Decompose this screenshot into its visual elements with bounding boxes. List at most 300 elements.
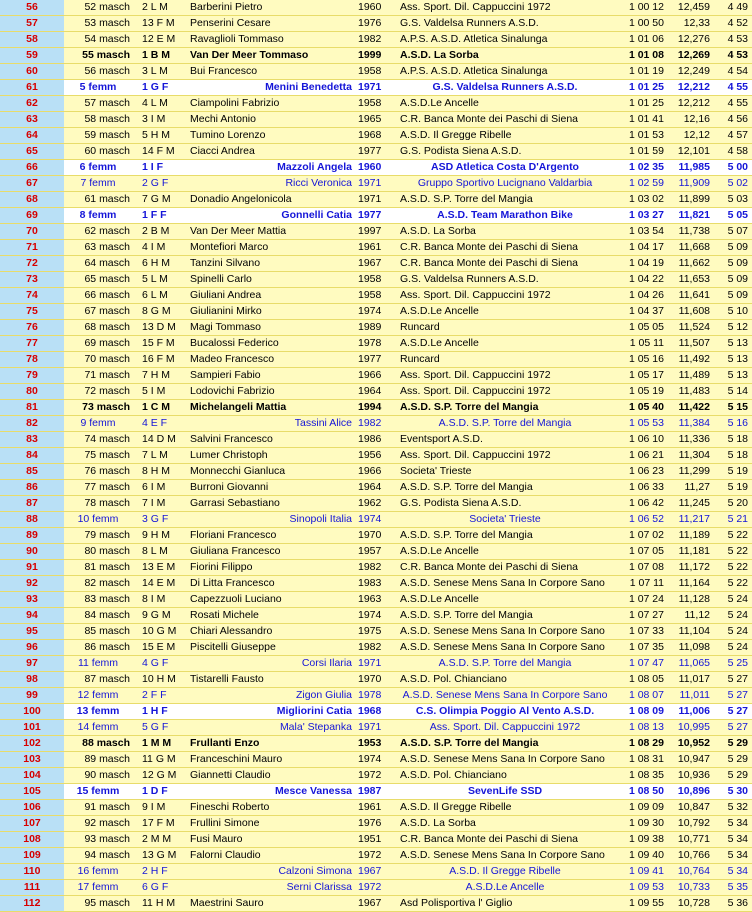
finish-time: 1 07 08 <box>612 560 670 576</box>
finish-time: 1 09 09 <box>612 800 670 816</box>
finish-time: 1 01 06 <box>612 32 670 48</box>
table-row <box>0 432 752 448</box>
athlete-name: Calzoni Simona <box>186 864 356 880</box>
athlete-name: Frullini Simone <box>186 816 356 832</box>
athlete-name: Van Der Meer Mattia <box>186 224 356 240</box>
finish-time: 1 07 05 <box>612 544 670 560</box>
pace-per-km: 5 24 <box>712 608 752 624</box>
overall-position: 92 <box>0 576 64 592</box>
table-row <box>0 656 752 672</box>
age-group: 8 I M <box>136 592 186 608</box>
age-group: 1 H F <box>136 704 186 720</box>
category-position: 62 masch <box>64 224 136 240</box>
birth-year: 1958 <box>356 64 394 80</box>
pace-per-km: 5 24 <box>712 640 752 656</box>
average-speed: 11,524 <box>670 320 712 336</box>
table-row <box>0 704 752 720</box>
club-name: G.S. Valdelsa Runners A.S.D. <box>394 16 612 32</box>
pace-per-km: 5 27 <box>712 688 752 704</box>
age-group: 6 H M <box>136 256 186 272</box>
overall-position: 93 <box>0 592 64 608</box>
club-name: Ass. Sport. Dil. Cappuccini 1972 <box>394 720 612 736</box>
athlete-name: Donadio Angelonicola <box>186 192 356 208</box>
athlete-name: Mesce Vanessa <box>186 784 356 800</box>
overall-position: 77 <box>0 336 64 352</box>
athlete-name: Garrasi Sebastiano <box>186 496 356 512</box>
average-speed: 12,212 <box>670 96 712 112</box>
athlete-name: Giuliana Francesco <box>186 544 356 560</box>
average-speed: 11,608 <box>670 304 712 320</box>
age-group: 12 E M <box>136 32 186 48</box>
table-row <box>0 0 752 16</box>
birth-year: 1971 <box>356 656 394 672</box>
athlete-name: Migliorini Catia <box>186 704 356 720</box>
overall-position: 91 <box>0 560 64 576</box>
category-position: 55 masch <box>64 48 136 64</box>
club-name: A.S.D. S.P. Torre del Mangia <box>394 736 612 752</box>
category-position: 54 masch <box>64 32 136 48</box>
athlete-name: Mazzoli Angela <box>186 160 356 176</box>
age-group: 8 L M <box>136 544 186 560</box>
pace-per-km: 5 18 <box>712 432 752 448</box>
age-group: 4 L M <box>136 96 186 112</box>
birth-year: 1982 <box>356 640 394 656</box>
overall-position: 86 <box>0 480 64 496</box>
finish-time: 1 08 35 <box>612 768 670 784</box>
athlete-name: Burroni Giovanni <box>186 480 356 496</box>
table-row <box>0 48 752 64</box>
overall-position: 69 <box>0 208 64 224</box>
table-row <box>0 672 752 688</box>
average-speed: 11,164 <box>670 576 712 592</box>
athlete-name: Barberini Pietro <box>186 0 356 16</box>
overall-position: 68 <box>0 192 64 208</box>
athlete-name: Bui Francesco <box>186 64 356 80</box>
category-position: 16 femm <box>64 864 136 880</box>
category-position: 79 masch <box>64 528 136 544</box>
athlete-name: Ciacci Andrea <box>186 144 356 160</box>
birth-year: 1967 <box>356 864 394 880</box>
pace-per-km: 5 09 <box>712 272 752 288</box>
pace-per-km: 5 05 <box>712 208 752 224</box>
birth-year: 1961 <box>356 240 394 256</box>
table-row <box>0 128 752 144</box>
average-speed: 11,189 <box>670 528 712 544</box>
club-name: A.S.D. S.P. Torre del Mangia <box>394 192 612 208</box>
athlete-name: Serni Clarissa <box>186 880 356 896</box>
pace-per-km: 5 03 <box>712 192 752 208</box>
table-row <box>0 400 752 416</box>
table-row <box>0 352 752 368</box>
category-position: 7 femm <box>64 176 136 192</box>
club-name: A.S.D. Senese Mens Sana In Corpore Sano <box>394 640 612 656</box>
birth-year: 1977 <box>356 144 394 160</box>
pace-per-km: 5 22 <box>712 576 752 592</box>
birth-year: 1971 <box>356 192 394 208</box>
finish-time: 1 05 53 <box>612 416 670 432</box>
pace-per-km: 4 53 <box>712 48 752 64</box>
club-name: A.S.D. Team Marathon Bike <box>394 208 612 224</box>
average-speed: 11,384 <box>670 416 712 432</box>
age-group: 7 I M <box>136 496 186 512</box>
overall-position: 104 <box>0 768 64 784</box>
birth-year: 1953 <box>356 736 394 752</box>
birth-year: 1961 <box>356 800 394 816</box>
finish-time: 1 00 50 <box>612 16 670 32</box>
table-row <box>0 480 752 496</box>
birth-year: 1951 <box>356 832 394 848</box>
average-speed: 11,507 <box>670 336 712 352</box>
birth-year: 1960 <box>356 160 394 176</box>
table-row <box>0 688 752 704</box>
age-group: 15 F M <box>136 336 186 352</box>
athlete-name: Corsi Ilaria <box>186 656 356 672</box>
athlete-name: Giuliani Andrea <box>186 288 356 304</box>
finish-time: 1 04 37 <box>612 304 670 320</box>
birth-year: 1978 <box>356 336 394 352</box>
table-row <box>0 288 752 304</box>
pace-per-km: 5 09 <box>712 240 752 256</box>
average-speed: 11,181 <box>670 544 712 560</box>
age-group: 5 I M <box>136 384 186 400</box>
overall-position: 94 <box>0 608 64 624</box>
athlete-name: Rosati Michele <box>186 608 356 624</box>
athlete-name: Menini Benedetta <box>186 80 356 96</box>
athlete-name: Bucalossi Federico <box>186 336 356 352</box>
category-position: 70 masch <box>64 352 136 368</box>
birth-year: 1972 <box>356 848 394 864</box>
table-row <box>0 240 752 256</box>
category-position: 84 masch <box>64 608 136 624</box>
category-position: 91 masch <box>64 800 136 816</box>
athlete-name: Penserini Cesare <box>186 16 356 32</box>
age-group: 9 H M <box>136 528 186 544</box>
age-group: 3 G F <box>136 512 186 528</box>
pace-per-km: 5 19 <box>712 480 752 496</box>
table-row <box>0 576 752 592</box>
overall-position: 63 <box>0 112 64 128</box>
table-row <box>0 256 752 272</box>
category-position: 86 masch <box>64 640 136 656</box>
average-speed: 11,27 <box>670 480 712 496</box>
birth-year: 1974 <box>356 752 394 768</box>
category-position: 76 masch <box>64 464 136 480</box>
overall-position: 60 <box>0 64 64 80</box>
category-position: 83 masch <box>64 592 136 608</box>
category-position: 94 masch <box>64 848 136 864</box>
birth-year: 1976 <box>356 16 394 32</box>
club-name: A.P.S. A.S.D. Atletica Sinalunga <box>394 64 612 80</box>
finish-time: 1 02 35 <box>612 160 670 176</box>
athlete-name: Tistarelli Fausto <box>186 672 356 688</box>
athlete-name: Michelangeli Mattia <box>186 400 356 416</box>
average-speed: 11,738 <box>670 224 712 240</box>
finish-time: 1 03 54 <box>612 224 670 240</box>
table-row <box>0 112 752 128</box>
athlete-name: Zigon Giulia <box>186 688 356 704</box>
age-group: 14 F M <box>136 144 186 160</box>
pace-per-km: 5 32 <box>712 800 752 816</box>
average-speed: 11,662 <box>670 256 712 272</box>
age-group: 11 G M <box>136 752 186 768</box>
club-name: A.P.S. A.S.D. Atletica Sinalunga <box>394 32 612 48</box>
pace-per-km: 4 56 <box>712 112 752 128</box>
category-position: 5 femm <box>64 80 136 96</box>
athlete-name: Franceschini Mauro <box>186 752 356 768</box>
overall-position: 98 <box>0 672 64 688</box>
table-row <box>0 608 752 624</box>
category-position: 17 femm <box>64 880 136 896</box>
age-group: 14 E M <box>136 576 186 592</box>
athlete-name: Salvini Francesco <box>186 432 356 448</box>
birth-year: 1965 <box>356 112 394 128</box>
table-row <box>0 544 752 560</box>
club-name: C.R. Banca Monte dei Paschi di Siena <box>394 256 612 272</box>
category-position: 57 masch <box>64 96 136 112</box>
athlete-name: Lodovichi Fabrizio <box>186 384 356 400</box>
average-speed: 10,771 <box>670 832 712 848</box>
table-row <box>0 496 752 512</box>
finish-time: 1 01 53 <box>612 128 670 144</box>
athlete-name: Magi Tommaso <box>186 320 356 336</box>
finish-time: 1 01 08 <box>612 48 670 64</box>
club-name: A.S.D.Le Ancelle <box>394 592 612 608</box>
overall-position: 97 <box>0 656 64 672</box>
age-group: 2 G F <box>136 176 186 192</box>
category-position: 59 masch <box>64 128 136 144</box>
athlete-name: Mala' Stepanka <box>186 720 356 736</box>
finish-time: 1 07 35 <box>612 640 670 656</box>
birth-year: 1958 <box>356 272 394 288</box>
athlete-name: Gonnelli Catia <box>186 208 356 224</box>
average-speed: 11,217 <box>670 512 712 528</box>
birth-year: 1975 <box>356 624 394 640</box>
category-position: 82 masch <box>64 576 136 592</box>
finish-time: 1 06 52 <box>612 512 670 528</box>
overall-position: 78 <box>0 352 64 368</box>
age-group: 5 H M <box>136 128 186 144</box>
age-group: 1 I F <box>136 160 186 176</box>
birth-year: 1957 <box>356 544 394 560</box>
overall-position: 71 <box>0 240 64 256</box>
age-group: 13 F M <box>136 16 186 32</box>
club-name: A.S.D. S.P. Torre del Mangia <box>394 608 612 624</box>
pace-per-km: 4 53 <box>712 32 752 48</box>
finish-time: 1 07 27 <box>612 608 670 624</box>
table-row <box>0 192 752 208</box>
finish-time: 1 01 59 <box>612 144 670 160</box>
athlete-name: Madeo Francesco <box>186 352 356 368</box>
category-position: 63 masch <box>64 240 136 256</box>
club-name: Runcard <box>394 352 612 368</box>
pace-per-km: 5 00 <box>712 160 752 176</box>
club-name: C.R. Banca Monte dei Paschi di Siena <box>394 112 612 128</box>
table-row <box>0 80 752 96</box>
pace-per-km: 5 34 <box>712 832 752 848</box>
category-position: 77 masch <box>64 480 136 496</box>
birth-year: 1960 <box>356 0 394 16</box>
finish-time: 1 03 27 <box>612 208 670 224</box>
table-row <box>0 752 752 768</box>
pace-per-km: 5 22 <box>712 544 752 560</box>
average-speed: 12,16 <box>670 112 712 128</box>
pace-per-km: 4 55 <box>712 80 752 96</box>
club-name: Societa' Trieste <box>394 464 612 480</box>
overall-position: 58 <box>0 32 64 48</box>
club-name: A.S.D. Senese Mens Sana In Corpore Sano <box>394 752 612 768</box>
pace-per-km: 4 57 <box>712 128 752 144</box>
pace-per-km: 4 58 <box>712 144 752 160</box>
pace-per-km: 5 13 <box>712 352 752 368</box>
overall-position: 85 <box>0 464 64 480</box>
pace-per-km: 5 25 <box>712 656 752 672</box>
club-name: C.R. Banca Monte dei Paschi di Siena <box>394 560 612 576</box>
pace-per-km: 5 27 <box>712 672 752 688</box>
age-group: 3 I M <box>136 112 186 128</box>
average-speed: 11,304 <box>670 448 712 464</box>
age-group: 1 D F <box>136 784 186 800</box>
finish-time: 1 05 19 <box>612 384 670 400</box>
overall-position: 64 <box>0 128 64 144</box>
athlete-name: Di Litta Francesco <box>186 576 356 592</box>
athlete-name: Monnecchi Gianluca <box>186 464 356 480</box>
table-row <box>0 784 752 800</box>
finish-time: 1 03 02 <box>612 192 670 208</box>
birth-year: 1976 <box>356 816 394 832</box>
club-name: A.S.D.Le Ancelle <box>394 544 612 560</box>
athlete-name: Tassini Alice <box>186 416 356 432</box>
athlete-name: Giulianini Mirko <box>186 304 356 320</box>
finish-time: 1 09 41 <box>612 864 670 880</box>
average-speed: 11,492 <box>670 352 712 368</box>
category-position: 14 femm <box>64 720 136 736</box>
average-speed: 10,764 <box>670 864 712 880</box>
athlete-name: Tumino Lorenzo <box>186 128 356 144</box>
club-name: A.S.D. Pol. Chianciano <box>394 768 612 784</box>
average-speed: 11,12 <box>670 608 712 624</box>
average-speed: 10,847 <box>670 800 712 816</box>
overall-position: 96 <box>0 640 64 656</box>
age-group: 5 G F <box>136 720 186 736</box>
category-position: 56 masch <box>64 64 136 80</box>
finish-time: 1 09 30 <box>612 816 670 832</box>
pace-per-km: 5 09 <box>712 256 752 272</box>
pace-per-km: 4 55 <box>712 96 752 112</box>
age-group: 7 G M <box>136 192 186 208</box>
average-speed: 11,011 <box>670 688 712 704</box>
table-row <box>0 144 752 160</box>
average-speed: 11,299 <box>670 464 712 480</box>
category-position: 11 femm <box>64 656 136 672</box>
pace-per-km: 5 29 <box>712 736 752 752</box>
age-group: 1 B M <box>136 48 186 64</box>
athlete-name: Ciampolini Fabrizio <box>186 96 356 112</box>
club-name: Runcard <box>394 320 612 336</box>
table-row <box>0 528 752 544</box>
average-speed: 10,947 <box>670 752 712 768</box>
age-group: 5 L M <box>136 272 186 288</box>
table-row <box>0 384 752 400</box>
club-name: A.S.D.Le Ancelle <box>394 304 612 320</box>
age-group: 3 L M <box>136 64 186 80</box>
finish-time: 1 00 12 <box>612 0 670 16</box>
club-name: Ass. Sport. Dil. Cappuccini 1972 <box>394 368 612 384</box>
category-position: 53 masch <box>64 16 136 32</box>
pace-per-km: 5 19 <box>712 464 752 480</box>
athlete-name: Sampieri Fabio <box>186 368 356 384</box>
club-name: Eventsport A.S.D. <box>394 432 612 448</box>
birth-year: 1982 <box>356 32 394 48</box>
birth-year: 1977 <box>356 352 394 368</box>
table-row <box>0 880 752 896</box>
club-name: A.S.D. Il Gregge Ribelle <box>394 128 612 144</box>
finish-time: 1 04 22 <box>612 272 670 288</box>
average-speed: 11,006 <box>670 704 712 720</box>
overall-position: 102 <box>0 736 64 752</box>
club-name: A.S.D. Senese Mens Sana In Corpore Sano <box>394 688 612 704</box>
birth-year: 1974 <box>356 512 394 528</box>
club-name: Asd Polisportiva l' Giglio <box>394 896 612 912</box>
athlete-name: Falorni Claudio <box>186 848 356 864</box>
table-row <box>0 224 752 240</box>
club-name: A.S.D.Le Ancelle <box>394 336 612 352</box>
overall-position: 107 <box>0 816 64 832</box>
category-position: 92 masch <box>64 816 136 832</box>
average-speed: 10,995 <box>670 720 712 736</box>
birth-year: 1977 <box>356 208 394 224</box>
overall-position: 111 <box>0 880 64 896</box>
category-position: 95 masch <box>64 896 136 912</box>
table-row <box>0 624 752 640</box>
birth-year: 1987 <box>356 784 394 800</box>
age-group: 14 D M <box>136 432 186 448</box>
birth-year: 1997 <box>356 224 394 240</box>
birth-year: 1974 <box>356 304 394 320</box>
pace-per-km: 5 13 <box>712 368 752 384</box>
birth-year: 1978 <box>356 688 394 704</box>
finish-time: 1 06 23 <box>612 464 670 480</box>
birth-year: 1967 <box>356 896 394 912</box>
category-position: 75 masch <box>64 448 136 464</box>
club-name: A.S.D.Le Ancelle <box>394 880 612 896</box>
finish-time: 1 08 09 <box>612 704 670 720</box>
finish-time: 1 07 11 <box>612 576 670 592</box>
club-name: C.R. Banca Monte dei Paschi di Siena <box>394 832 612 848</box>
finish-time: 1 05 16 <box>612 352 670 368</box>
age-group: 13 G M <box>136 848 186 864</box>
category-position: 13 femm <box>64 704 136 720</box>
athlete-name: Ravaglioli Tommaso <box>186 32 356 48</box>
average-speed: 12,249 <box>670 64 712 80</box>
birth-year: 1967 <box>356 256 394 272</box>
category-position: 52 masch <box>64 0 136 16</box>
age-group: 8 G M <box>136 304 186 320</box>
age-group: 6 I M <box>136 480 186 496</box>
table-row <box>0 512 752 528</box>
athlete-name: Giannetti Claudio <box>186 768 356 784</box>
club-name: Gruppo Sportivo Lucignano Valdarbia <box>394 176 612 192</box>
average-speed: 11,336 <box>670 432 712 448</box>
category-position: 10 femm <box>64 512 136 528</box>
category-position: 78 masch <box>64 496 136 512</box>
club-name: A.S.D. La Sorba <box>394 816 612 832</box>
table-row <box>0 64 752 80</box>
athlete-name: Chiari Alessandro <box>186 624 356 640</box>
finish-time: 1 05 40 <box>612 400 670 416</box>
overall-position: 89 <box>0 528 64 544</box>
finish-time: 1 05 05 <box>612 320 670 336</box>
overall-position: 106 <box>0 800 64 816</box>
